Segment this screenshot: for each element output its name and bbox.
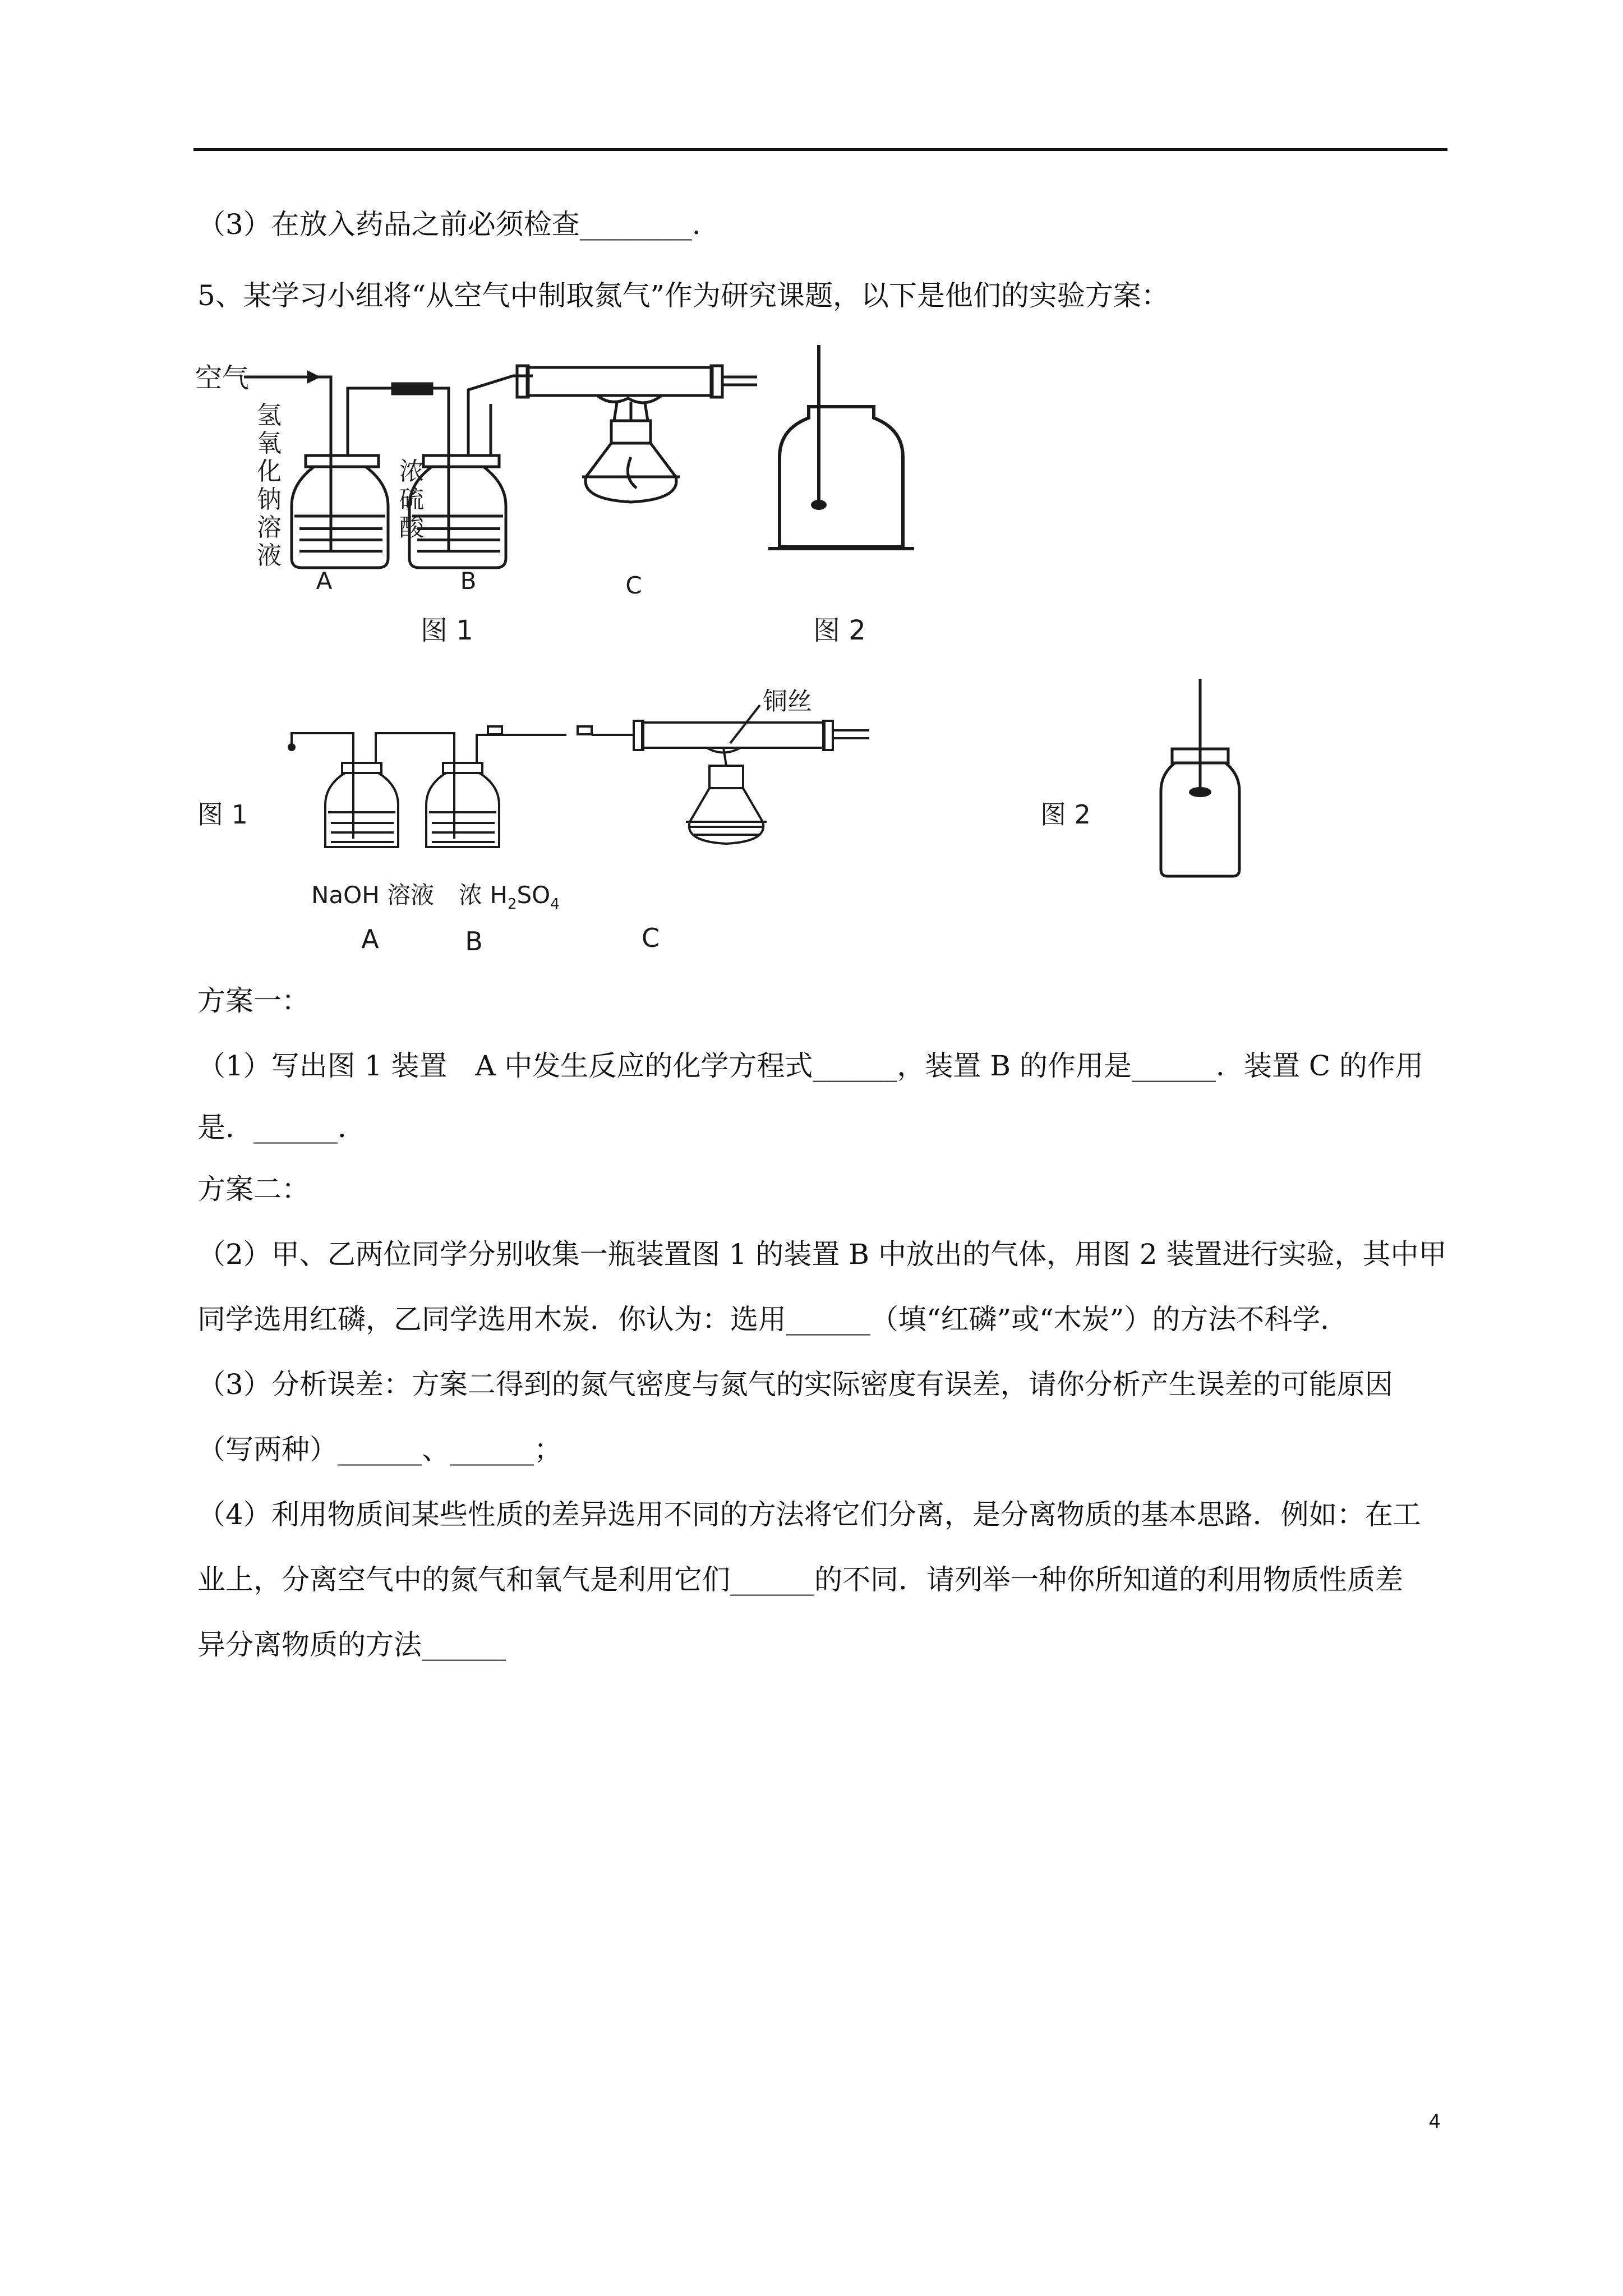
question-1-line-1: （1）写出图 1 装置 A 中发生反应的化学方程式______，装置 B 的作用是______．装置 C 的作用	[197, 1050, 1423, 1082]
svg-text:液: 液	[257, 541, 282, 570]
copper-wire-label: 铜丝	[763, 687, 812, 716]
question-4-line-3: 异分离物质的方法______	[197, 1628, 506, 1661]
svg-text:钠: 钠	[257, 485, 282, 514]
apparatus-figure-a	[185, 337, 959, 656]
tube-c-label-b: C	[641, 923, 660, 953]
air-label: 空气	[195, 362, 250, 394]
question-4-line-1: （4）利用物质间某些性质的差异选用不同的方法将它们分离，是分离物质的基本思路．例如：在工	[197, 1498, 1421, 1531]
naoh-solution-label: NaOH 溶液	[311, 881, 435, 909]
bottle-b-label: B	[460, 567, 477, 595]
svg-text:溶: 溶	[257, 513, 282, 542]
page-number: 4	[1429, 2109, 1441, 2132]
plan-one-heading: 方案一：	[197, 984, 310, 1017]
figure-2-side-label: 图 2	[1040, 799, 1091, 830]
question-2-line-2: 同学选用红磷，乙同学选用木炭．你认为：选用______（填“红磷”或“木炭”）的方法不科学．	[197, 1303, 1349, 1336]
question-3-line-2: （写两种）______、______；	[197, 1433, 562, 1466]
question-1-line-2: 是．______．	[197, 1111, 366, 1144]
question-4-line-2: 业上，分离空气中的氮气和氧气是利用它们______的不同．请列举一种你所知道的利用物质性质差	[197, 1563, 1403, 1596]
bottle-a-label: A	[316, 567, 333, 595]
tube-c-label: C	[625, 572, 642, 599]
question-2-line-1: （2）甲、乙两位同学分别收集一瓶装置图 1 的装置 B 中放出的气体，用图 2 装置进行实验，其中甲	[197, 1238, 1447, 1271]
svg-text:氧: 氧	[257, 429, 282, 458]
figure-1-caption: 图 1	[421, 615, 473, 646]
figure-1-side-label: 图 1	[197, 799, 248, 830]
bottle-a-label-b: A	[361, 924, 379, 954]
figure-2-caption: 图 2	[813, 615, 866, 646]
svg-text:氢: 氢	[257, 401, 282, 430]
plan-two-heading: 方案二：	[197, 1173, 310, 1205]
question-3-line-1: （3）分析误差：方案二得到的氮气密度与氮气的实际密度有误差，请你分析产生误差的可能原因	[197, 1368, 1393, 1401]
svg-text:硫: 硫	[399, 485, 424, 514]
svg-text:化: 化	[257, 457, 282, 486]
sodium-hydroxide-label	[257, 401, 282, 570]
svg-text:酸: 酸	[399, 513, 424, 542]
bottle-b-label-b: B	[465, 926, 483, 956]
apparatus-figure-b	[185, 679, 1279, 965]
svg-text:浓: 浓	[399, 457, 424, 486]
question-3-check: （3）在放入药品之前必须检查________.	[197, 208, 701, 241]
sulfuric-acid-label	[399, 457, 425, 542]
question-5-intro: 5、某学习小组将“从空气中制取氮气”作为研究课题，以下是他们的实验方案：	[197, 279, 1169, 312]
header-rule	[193, 148, 1447, 151]
h2so4-label: 浓 $H_2SO_4$	[459, 881, 560, 913]
